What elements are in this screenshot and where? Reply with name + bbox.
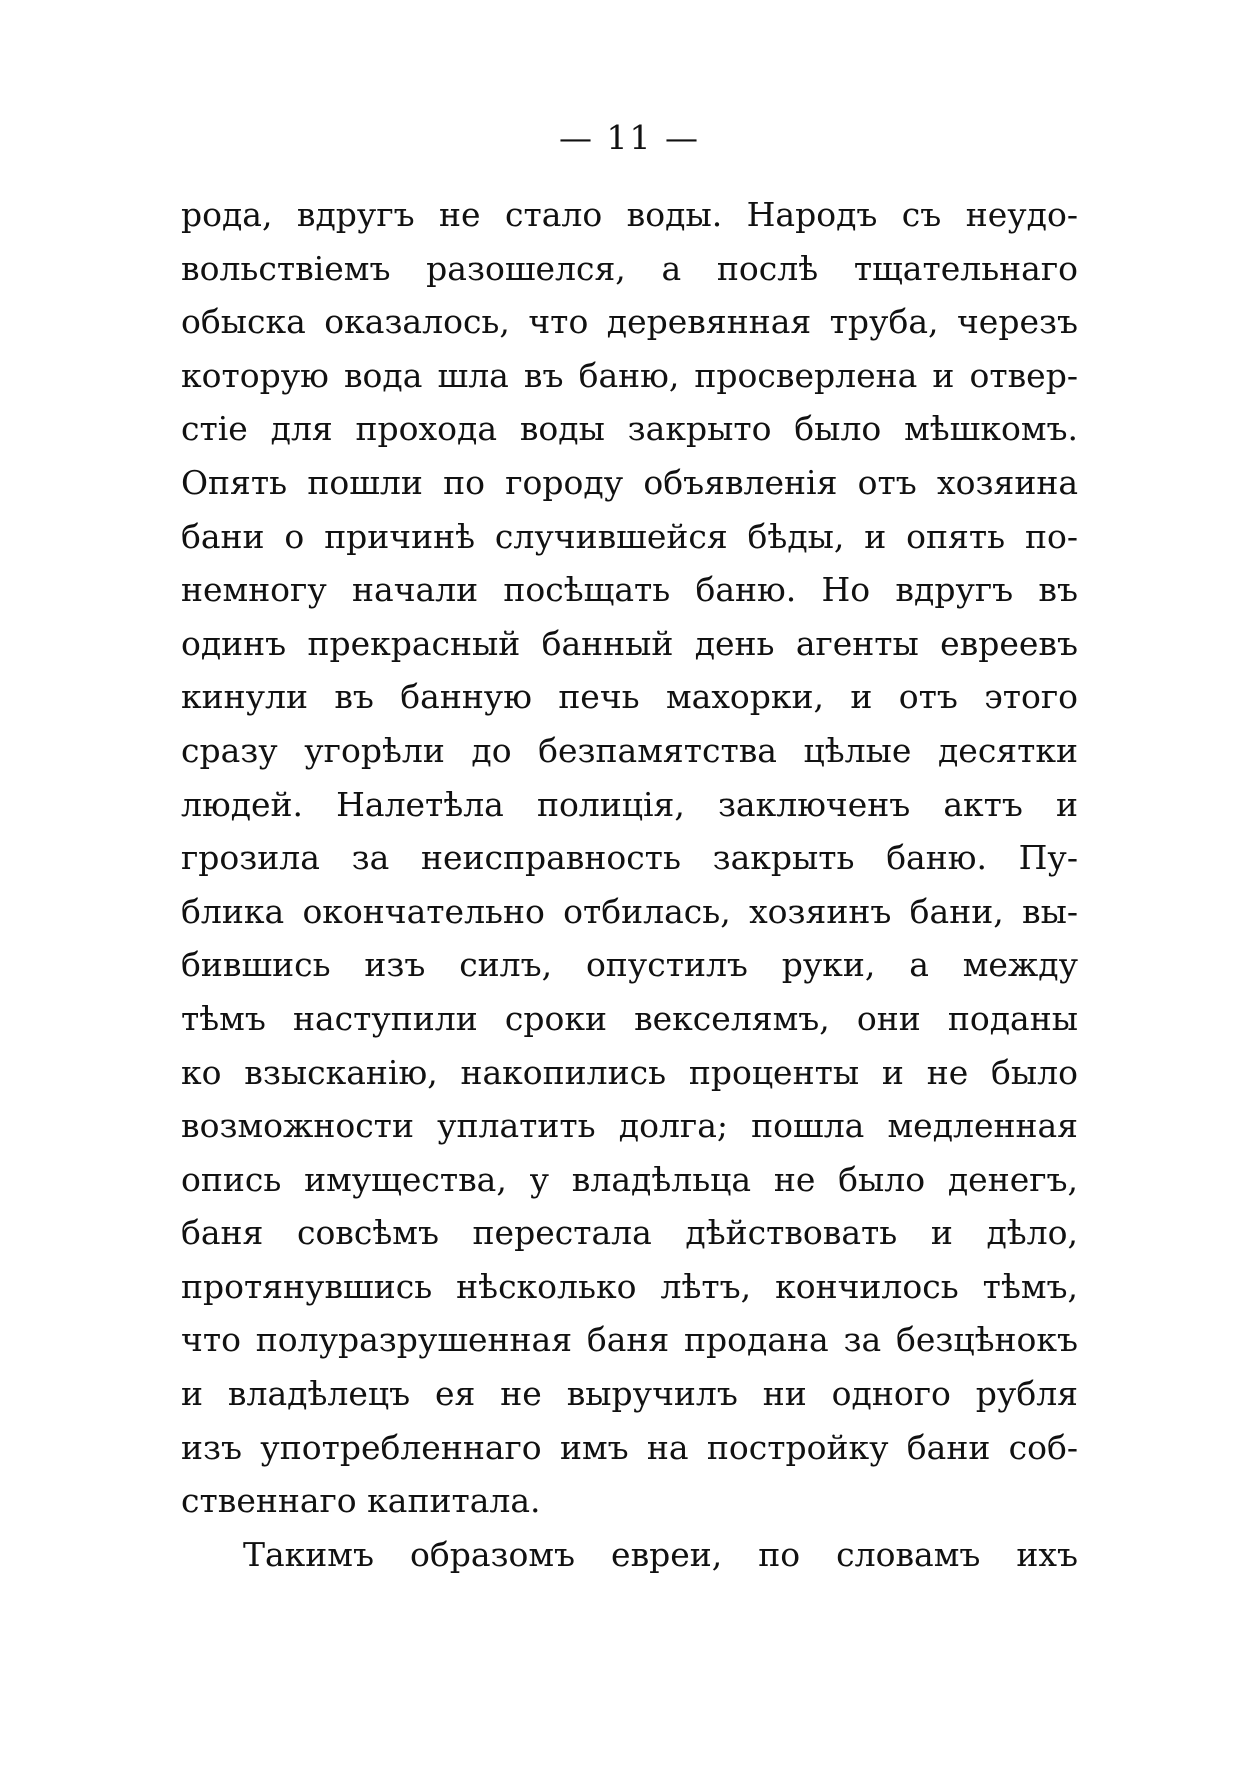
paragraph-start-line: Такимъ образомъ евреи, по словамъ ихъ [243,1534,1078,1574]
text-line: и владѣлецъ ея не выручилъ ни одного рубля [181,1374,1078,1414]
text-line: что полуразрушенная баня продана за безцѣнокъ [181,1320,1078,1360]
text-line: изъ употребленнаго имъ на постройку бани соб- [181,1427,1078,1467]
text-line: баня совсѣмъ перестала дѣйствовать и дѣло, [181,1213,1078,1253]
text-line: блика окончательно отбилась, хозяинъ бани, вы- [181,891,1078,931]
text-line: грозила за неисправность закрыть баню. Пу- [181,838,1078,878]
text-line: возможности уплатить долга; пошла медленная [181,1106,1078,1146]
text-line: немногу начали посѣщать баню. Но вдругъ въ [181,570,1078,610]
text-line: вольствіемъ разошелся, а послѣ тщательнаго [181,248,1078,288]
text-line: обыска оказалось, что деревянная труба, черезъ [181,302,1078,342]
page-text [181,188,1078,1581]
text-line: Опять пошли по городу объявленія отъ хозяина [181,462,1078,502]
text-line: ственнаго капитала. [181,1481,541,1521]
text-line: сразу угорѣли до безпамятства цѣлые десятки [181,730,1078,770]
page-number: — 11 — [559,118,700,157]
text-line: ко взысканію, накопились проценты и не было [181,1052,1078,1092]
text-line: стіе для прохода воды закрыто было мѣшкомъ. [181,409,1078,449]
text-line: бившись изъ силъ, опустилъ руки, а между [181,945,1078,985]
text-line: которую вода шла въ баню, просверлена и отвер- [181,355,1078,395]
text-line: рода, вдругъ не стало воды. Народъ съ неудо- [181,195,1078,234]
text-line: опись имущества, у владѣльца не было денегъ, [181,1159,1078,1199]
text-line: бани о причинѣ случившейся бѣды, и опять по- [181,516,1078,556]
text-line: протянувшись нѣсколько лѣтъ, кончилось тѣмъ, [181,1266,1078,1306]
text-line: тѣмъ наступили сроки векселямъ, они поданы [181,998,1078,1038]
text-line: людей. Налетѣла полиція, заключенъ актъ и [181,784,1078,824]
text-line: одинъ прекрасный банный день агенты евреевъ [181,623,1078,663]
text-line: кинули въ банную печь махорки, и отъ этого [181,677,1078,717]
